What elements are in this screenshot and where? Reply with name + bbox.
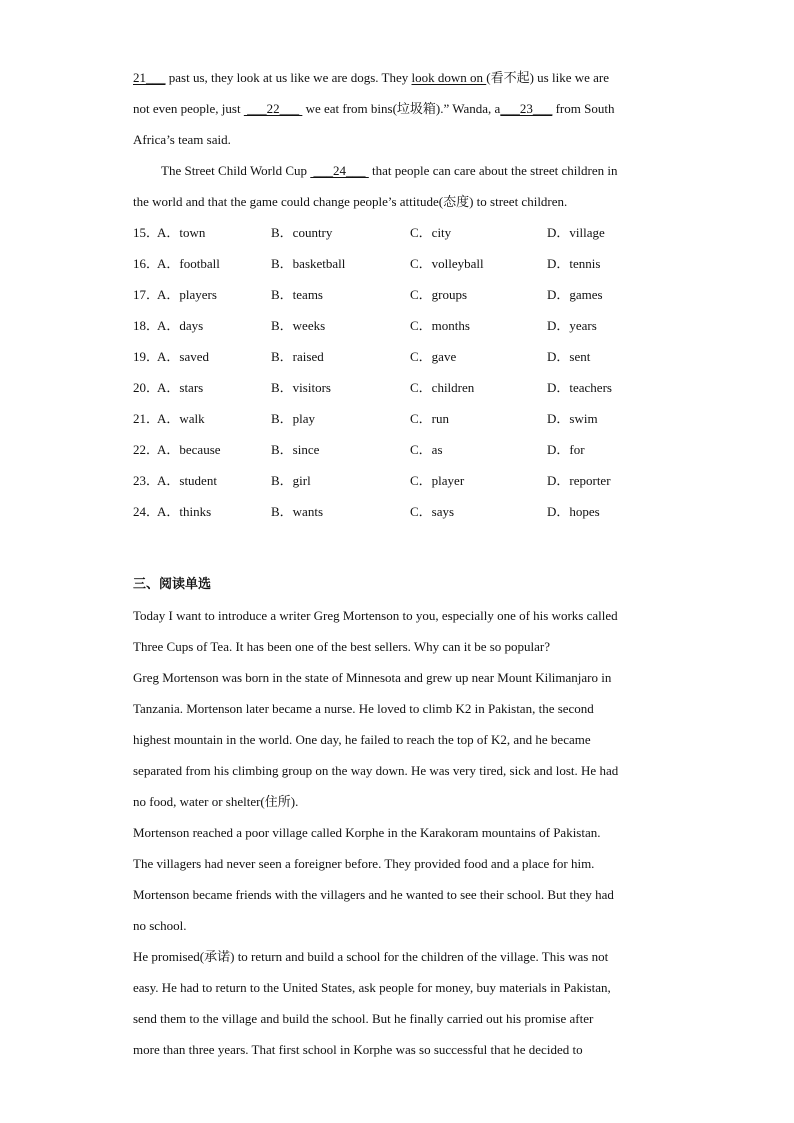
question-row [133,217,658,248]
question-number: 23． [133,473,160,488]
question-number: 16． [133,256,160,271]
question-number: 17． [133,287,160,302]
question-number: 15． [133,225,160,240]
question-row [133,341,658,372]
reading-passage [133,600,658,1065]
question-number: 21． [133,411,160,426]
reading-line: highest mountain in the world. One day, he failed to reach the top of K2, and he became [133,732,591,747]
reading-line: no food, water or shelter(住所). [133,794,299,809]
option-d: D．teachers [547,380,612,395]
option-c: C．groups [410,287,468,302]
question-options [133,217,658,527]
option-d: D．years [547,318,597,333]
option-b: B．visitors [271,380,331,395]
option-d: D．games [547,287,603,302]
option-b: B．basketball [271,256,346,271]
passage-line-2 [133,93,658,124]
option-d: D．reporter [547,473,611,488]
option-a: A．thinks [157,504,212,519]
option-c: C．months [410,318,470,333]
question-number: 24． [133,504,160,519]
option-a: A．stars [157,380,204,395]
reading-line: more than three years. That first school in Korphe was so successful that he decided to [133,1042,583,1057]
passage-text: The Street Child World Cup [161,163,311,178]
option-c: C．volleyball [410,256,484,271]
section-title: 三、阅读单选 [133,577,212,592]
option-a: A．football [157,256,220,271]
option-b: B．raised [271,349,324,364]
passage-line-4 [133,155,658,186]
option-b: B．country [271,225,333,240]
option-a: A．town [157,225,206,240]
option-c: C．says [410,504,455,519]
question-number: 18． [133,318,160,333]
option-a: A．players [157,287,217,302]
question-row [133,465,658,496]
reading-line: easy. He had to return to the United States, ask people for money, buy materials in Pakistan, [133,980,611,995]
passage-text: not even people, just [133,101,244,116]
option-b: B．since [271,442,320,457]
option-a: A．walk [157,411,205,426]
option-a: A．days [157,318,204,333]
passage-text: past us, they look at us like we are dogs. They [165,70,412,85]
reading-line: send them to the village and build the school. But he finally carried out his promise after [133,1011,594,1026]
option-d: D．hopes [547,504,600,519]
question-row [133,279,658,310]
option-b: B．weeks [271,318,326,333]
question-row [133,403,658,434]
blank-22: ___22___ [243,101,303,116]
passage-text: we eat from bins(垃圾箱).” Wanda, a [302,101,501,116]
reading-line: The villagers had never seen a foreigner before. They provided food and a place for him. [133,856,595,871]
passage-text: from South [552,101,615,116]
option-d: D．swim [547,411,598,426]
option-d: D．sent [547,349,591,364]
option-b: B．girl [271,473,311,488]
blank-21: 21___ [133,70,166,85]
question-number: 20． [133,380,160,395]
question-row [133,372,658,403]
passage-text: (看不起) us like we are [486,70,609,85]
blank-23: ___23___ [500,101,553,116]
reading-line: Greg Mortenson was born in the state of Minnesota and grew up near Mount Kilimanjaro in [133,670,612,685]
option-c: C．children [410,380,475,395]
reading-line: separated from his climbing group on the way down. He was very tired, sick and lost. He had [133,763,619,778]
question-row [133,496,658,527]
reading-line: Mortenson became friends with the villagers and he wanted to see their school. But they had [133,887,614,902]
option-c: C．run [410,411,450,426]
option-b: B．teams [271,287,323,302]
reading-line: Today I want to introduce a writer Greg Mortenson to you, especially one of his works called [133,608,618,623]
option-a: A．student [157,473,217,488]
reading-line: Three Cups of Tea. It has been one of the best sellers. Why can it be so popular? [133,639,551,654]
option-c: C．city [410,225,452,240]
option-d: D．village [547,225,605,240]
passage-line-3: Africa’s team said. [133,132,231,147]
reading-line: no school. [133,918,187,933]
option-d: D．tennis [547,256,601,271]
option-b: B．wants [271,504,324,519]
document-page [133,62,658,1065]
reading-line: He promised(承诺) to return and build a school for the children of the village. This was not [133,949,609,964]
question-row [133,434,658,465]
option-d: D．for [547,442,585,457]
option-a: A．saved [157,349,209,364]
question-number: 19． [133,349,160,364]
question-row [133,310,658,341]
question-number: 22． [133,442,160,457]
option-a: A．because [157,442,221,457]
passage-line-5: the world and that the game could change people’s attitude(态度) to street children. [133,194,568,209]
option-b: B．play [271,411,316,426]
passage-text: that people can care about the street children in [368,163,618,178]
question-row [133,248,658,279]
reading-line: Tanzania. Mortenson later became a nurse. He loved to climb K2 in Pakistan, the second [133,701,594,716]
option-c: C．player [410,473,465,488]
option-c: C．as [410,442,443,457]
blank-24: ___24___ [310,163,369,178]
reading-line: Mortenson reached a poor village called Korphe in the Karakoram mountains of Pakistan. [133,825,601,840]
passage-line-1 [133,62,658,93]
option-c: C．gave [410,349,457,364]
underlined-phrase: look down on [411,70,487,85]
